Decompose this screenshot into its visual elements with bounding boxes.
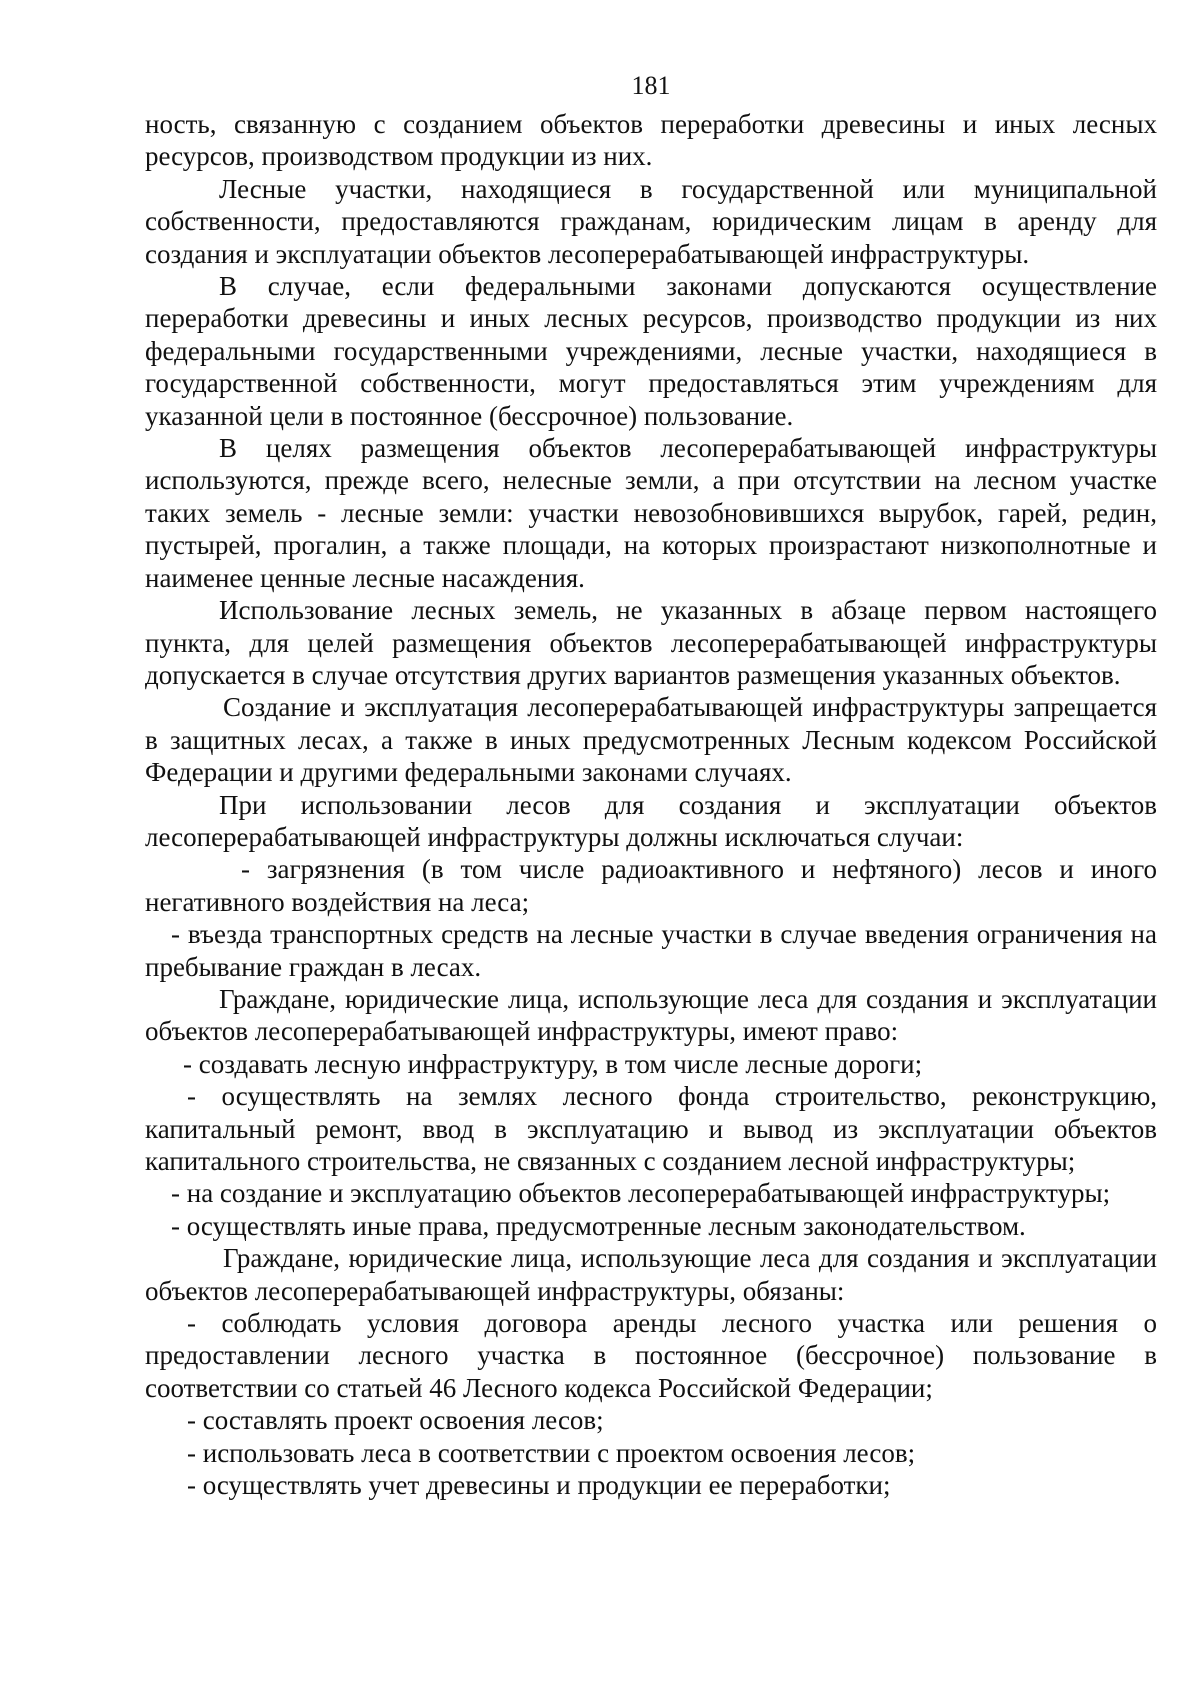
paragraph-lease-provision: Лесные участки, находящиеся в государственной или муниципальной собственности, предоставляются гражданам, юридическим лицам в аренду для создания и эксплуатации объектов лесоперерабатывающей инфраструктуры. xyxy=(145,173,1157,269)
paragraph-exclusion-cases: При использовании лесов для создания и эксплуатации объектов лесоперерабатывающей инфраструктуры должны исключаться случаи: xyxy=(145,789,1157,852)
paragraph-obligations-intro: Граждане, юридические лица, использующие леса для создания и эксплуатации объектов лесоперерабатывающей инфраструктуры, обязаны: xyxy=(145,1243,1157,1306)
paragraph-prohibition: Создание и эксплуатация лесоперерабатывающей инфраструктуры запрещается в защитных лесах, а также в иных предусмотренных Лесным кодексом Российской Федерации и другими федеральными законами случаях. xyxy=(145,692,1157,788)
list-item-timber-accounting: - осуществлять учет древесины и продукции ее переработки; xyxy=(187,1470,891,1501)
document-page xyxy=(145,70,1157,1501)
paragraph-land-placement: В целях размещения объектов лесоперерабатывающей инфраструктуры используются, прежде всего, нелесные земли, а при отсутствии на лесном участке таких земель - лесные земли: участки невозобновившихся вырубок, гарей, редин, пустырей, прогалин, а также площади, на которых произрастают низкополнотные и наименее ценные лесные насаждения. xyxy=(145,433,1157,593)
list-item-use-per-project: - использовать леса в соответствии с проектом освоения лесов; xyxy=(187,1437,916,1468)
list-item-vehicle-entry: - въезда транспортных средств на лесные участки в случае введения ограничения на пребывание граждан в лесах. xyxy=(145,919,1157,982)
paragraph-continuation: ность, связанную с созданием объектов переработки древесины и иных лесных ресурсов, производством продукции из них. xyxy=(145,109,1157,172)
list-item-lease-conditions: - соблюдать условия договора аренды лесного участка или решения о предоставлении лесного участка в постоянное (бессрочное) пользование в соответствии со статьей 46 Лесного кодекса Российской Федерации; xyxy=(145,1308,1157,1403)
list-item-other-rights: - осуществлять иные права, предусмотренные лесным законодательством. xyxy=(171,1210,1026,1241)
list-item-construction: - осуществлять на землях лесного фонда строительство, реконструкцию, капитальный ремонт, ввод в эксплуатацию и вывод из эксплуатации объектов капитального строительства, не связанных с созданием лесной инфраструктуры; xyxy=(145,1081,1157,1176)
paragraph-federal-institutions: В случае, если федеральными законами допускаются осуществление переработки древесины и иных лесных ресурсов, производство продукции из них федеральными государственными учреждениями, лесные участки, находящиеся в государственной собственности, могут предоставляться этим учреждениям для указанной цели в постоянное (бессрочное) пользование. xyxy=(145,271,1157,431)
list-item-development-project: - составлять проект освоения лесов; xyxy=(187,1405,604,1436)
list-item-create-infrastructure: - создавать лесную инфраструктуру, в том числе лесные дороги; xyxy=(183,1048,923,1079)
page-number: 181 xyxy=(631,71,671,100)
list-item-pollution: - загрязнения (в том числе радиоактивного и нефтяного) лесов и иного негативного воздействия на леса; xyxy=(145,854,1157,917)
paragraph-land-use-exception: Использование лесных земель, не указанных в абзаце первом настоящего пункта, для целей размещения объектов лесоперерабатывающей инфраструктуры допускается в случае отсутствия других вариантов размещения указанных объектов. xyxy=(145,595,1157,690)
list-item-processing-infrastructure: - на создание и эксплуатацию объектов лесоперерабатывающей инфраструктуры; xyxy=(171,1178,1111,1209)
paragraph-rights-intro: Граждане, юридические лица, использующие леса для создания и эксплуатации объектов лесоперерабатывающей инфраструктуры, имеют право: xyxy=(145,983,1157,1047)
